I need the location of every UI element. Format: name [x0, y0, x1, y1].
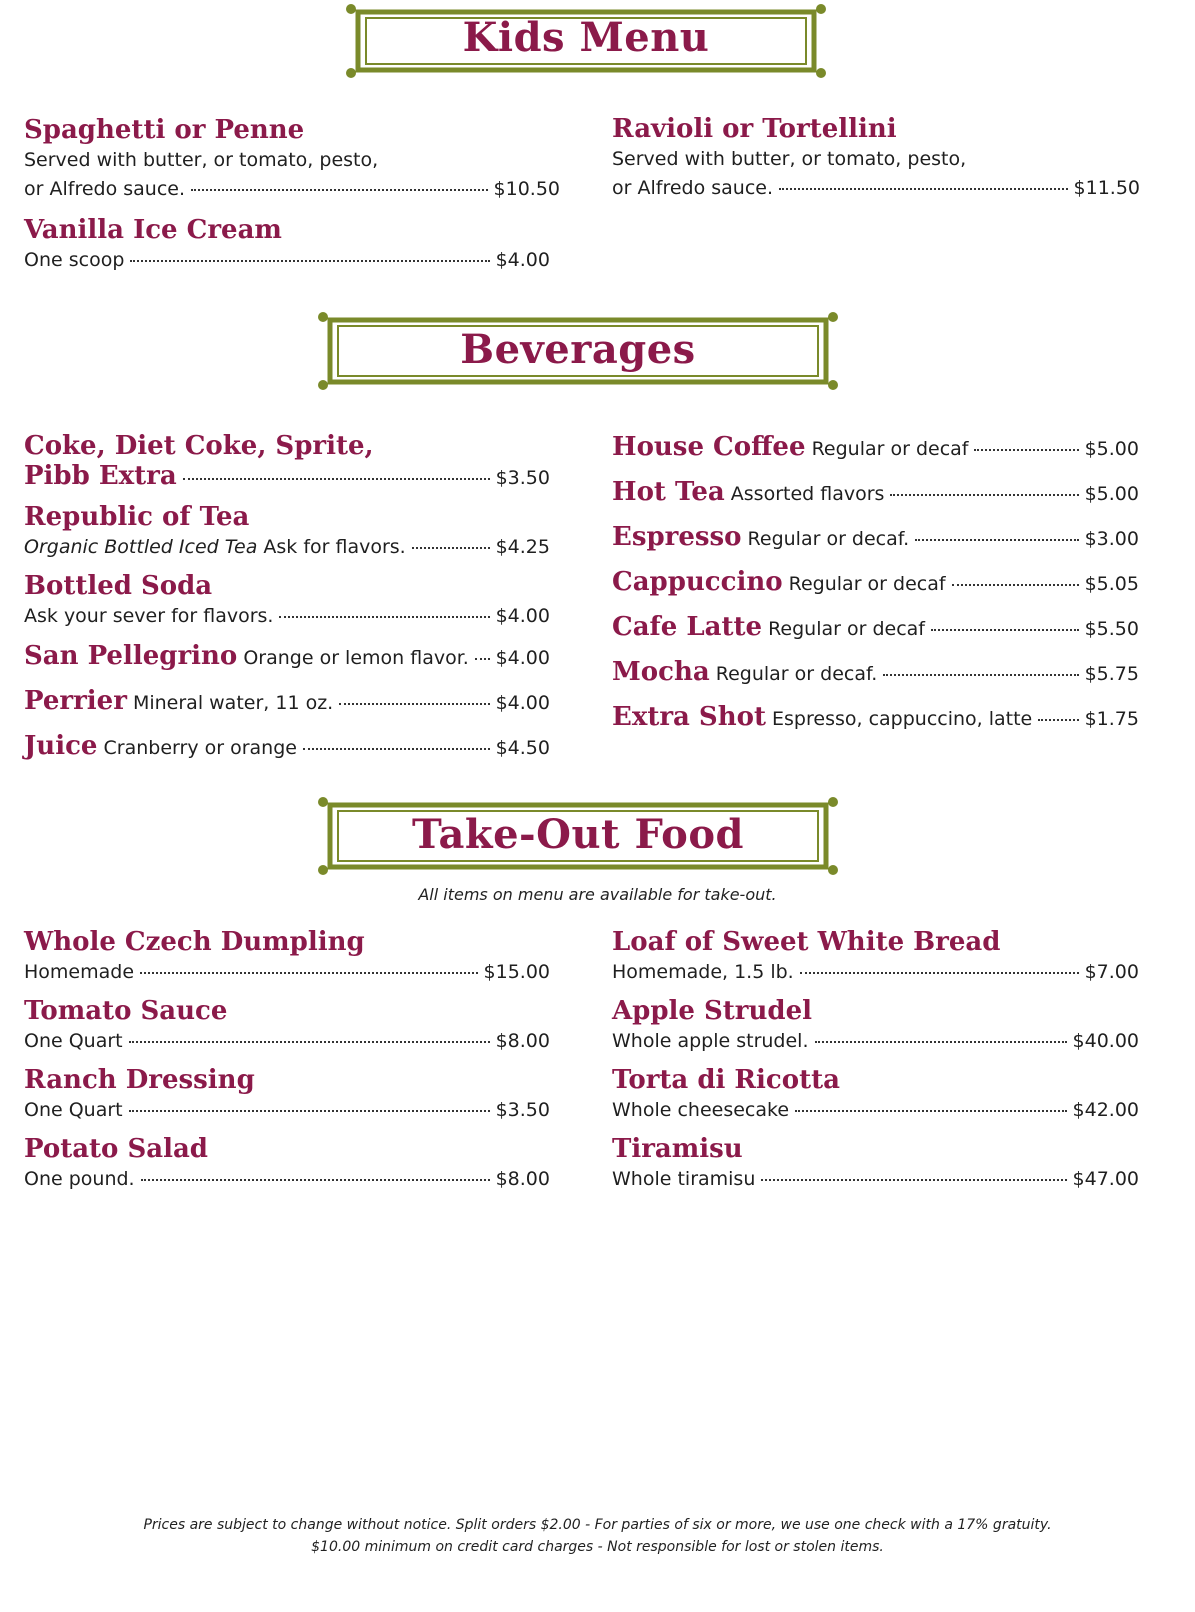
- beverages-left-column: [24, 430, 550, 765]
- item-price-row: [24, 1027, 550, 1056]
- item-label: [612, 475, 884, 511]
- item-name: Spaghetti or Penne: [24, 115, 305, 145]
- footer-notice: [0, 1514, 1195, 1558]
- item-description-italic: Organic Bottled Iced Tea: [24, 536, 258, 558]
- item-name: Republic of Tea: [24, 502, 250, 532]
- item-label: [612, 520, 909, 556]
- dot-leader: [800, 972, 1079, 974]
- item-price-row: [24, 958, 550, 987]
- item-description: One Quart: [24, 1030, 123, 1052]
- dot-leader: [795, 1110, 1066, 1112]
- item-name: Mocha: [612, 657, 710, 687]
- item-description: or Alfredo sauce.: [24, 178, 186, 200]
- item-price-row: [24, 684, 550, 720]
- item-description: Mineral water, 11 oz.: [132, 692, 334, 714]
- footer-line-2: $10.00 minimum on credit card charges - Not responsible for lost or stolen items.: [311, 1539, 884, 1555]
- item-description: Regular or decaf: [788, 573, 946, 595]
- item-name: Ravioli or Tortellini: [612, 114, 897, 144]
- item-description: Whole tiramisu: [612, 1168, 756, 1190]
- item-label: [24, 684, 333, 720]
- item-price: $3.50: [495, 1099, 550, 1121]
- item-name: San Pellegrino: [24, 641, 238, 671]
- dot-leader: [191, 189, 488, 191]
- item-price: $3.00: [1084, 528, 1139, 550]
- item-name: Whole Czech Dumpling: [24, 927, 365, 957]
- item-label: [612, 655, 877, 691]
- item-description: or Alfredo sauce.: [612, 177, 774, 199]
- beverages-title: Beverages: [460, 326, 696, 373]
- item-price: $5.00: [1084, 438, 1139, 460]
- dot-leader: [779, 188, 1068, 190]
- item-price: $15.00: [483, 961, 550, 983]
- beverages-right-column: [612, 430, 1139, 736]
- item-name: Apple Strudel: [612, 996, 812, 1026]
- dot-leader: [303, 748, 490, 750]
- item-name: Cappuccino: [612, 567, 783, 597]
- kids-menu-title: Kids Menu: [462, 14, 710, 61]
- dot-leader: [761, 1179, 1066, 1181]
- footer-line-1: Prices are subject to change without notice. Split orders $2.00 - For parties of six or more, we use one check with a 17% gratuity.: [143, 1517, 1052, 1533]
- kids-left-column: [24, 114, 567, 275]
- dot-leader: [129, 1110, 490, 1112]
- item-price-row: [24, 175, 560, 204]
- item-label: [24, 729, 297, 765]
- item-price: $10.50: [493, 178, 560, 200]
- item-name: Perrier: [24, 686, 127, 716]
- dot-leader: [883, 674, 1078, 676]
- menu-item: [612, 113, 1140, 203]
- takeout-banner: [316, 795, 840, 877]
- menu-item: [24, 684, 550, 720]
- item-price-row: [612, 1165, 1139, 1194]
- dot-leader: [140, 972, 478, 974]
- item-price: $4.25: [495, 536, 550, 558]
- item-price-row: [24, 246, 550, 275]
- item-description: Regular or decaf: [768, 618, 925, 640]
- item-name: Ranch Dressing: [24, 1065, 255, 1095]
- item-name: Torta di Ricotta: [612, 1065, 840, 1095]
- item-description: Whole apple strudel.: [612, 1030, 809, 1052]
- dot-leader: [339, 703, 489, 705]
- item-label: [612, 610, 925, 646]
- item-description: Cranberry or orange: [103, 737, 297, 759]
- dot-leader: [890, 494, 1078, 496]
- item-description: Regular or decaf.: [715, 663, 878, 685]
- item-name: Tiramisu: [612, 1134, 743, 1164]
- item-name: Bottled Soda: [24, 571, 213, 601]
- item-price: $11.50: [1073, 177, 1140, 199]
- item-price-row: [24, 1096, 550, 1125]
- item-name: Vanilla Ice Cream: [24, 215, 282, 245]
- item-price-row: [24, 533, 550, 562]
- item-price-row: [612, 174, 1140, 203]
- menu-item: [612, 700, 1139, 736]
- item-name: Potato Salad: [24, 1134, 208, 1164]
- item-price-row: [24, 729, 550, 765]
- dot-leader: [129, 1041, 490, 1043]
- menu-item: [24, 114, 567, 204]
- item-label: [612, 430, 968, 466]
- dot-leader: [279, 616, 489, 618]
- menu-item: [612, 565, 1139, 601]
- menu-item: [612, 610, 1139, 646]
- item-price-row: [24, 462, 550, 493]
- item-price: $4.00: [495, 647, 550, 669]
- menu-item: [612, 1064, 1139, 1125]
- menu-item: [24, 1064, 550, 1125]
- item-name: Hot Tea: [612, 477, 725, 507]
- item-description: [24, 533, 406, 562]
- item-price: $5.75: [1084, 663, 1139, 685]
- item-description: Served with butter, or tomato, pesto,: [612, 148, 967, 170]
- dot-leader: [130, 260, 489, 262]
- item-description: Homemade: [24, 961, 135, 983]
- item-name: Tomato Sauce: [24, 996, 228, 1026]
- item-price: $40.00: [1072, 1030, 1139, 1052]
- menu-item: [24, 926, 550, 987]
- takeout-note: All items on menu are available for take-out.: [418, 885, 777, 904]
- dot-leader: [915, 539, 1078, 541]
- takeout-right-column: [612, 926, 1139, 1194]
- menu-item: [24, 214, 567, 275]
- item-description: Orange or lemon flavor.: [243, 647, 469, 669]
- item-price: $8.00: [495, 1030, 550, 1052]
- item-description: One Quart: [24, 1099, 123, 1121]
- item-price: $4.00: [495, 605, 550, 627]
- item-price: $47.00: [1072, 1168, 1139, 1190]
- item-price: $4.00: [495, 249, 550, 271]
- takeout-left-column: [24, 926, 550, 1194]
- item-price: $4.00: [495, 692, 550, 714]
- item-name: Coke, Diet Coke, Sprite,: [24, 431, 374, 461]
- kids-right-column: [612, 113, 1140, 203]
- item-name: Pibb Extra: [24, 461, 177, 491]
- item-price: $5.00: [1084, 483, 1139, 505]
- dot-leader: [952, 584, 1079, 586]
- item-name: Loaf of Sweet White Bread: [612, 927, 1001, 957]
- menu-item: [24, 501, 550, 562]
- item-description: Whole cheesecake: [612, 1099, 790, 1121]
- dot-leader: [974, 449, 1078, 451]
- item-price-row: [612, 1027, 1139, 1056]
- item-price-row: [24, 639, 550, 675]
- item-price: $3.50: [495, 467, 550, 489]
- item-name: Extra Shot: [612, 702, 766, 732]
- item-price: $5.50: [1084, 618, 1139, 640]
- item-description: Served with butter, or tomato, pesto,: [24, 149, 379, 171]
- menu-item: [612, 655, 1139, 691]
- dot-leader: [412, 547, 490, 549]
- beverages-banner: [316, 310, 840, 392]
- dot-leader: [815, 1041, 1067, 1043]
- item-description: Espresso, cappuccino, latte: [772, 708, 1033, 730]
- menu-item: [24, 639, 550, 675]
- menu-item: [24, 430, 550, 493]
- dot-leader: [141, 1179, 490, 1181]
- item-price-row: [24, 1165, 550, 1194]
- item-name: Espresso: [612, 522, 742, 552]
- dot-leader: [183, 478, 490, 480]
- menu-item: [612, 995, 1139, 1056]
- menu-item: [612, 475, 1139, 511]
- menu-item: [612, 1133, 1139, 1194]
- item-description-rest: Ask for flavors.: [257, 536, 406, 558]
- menu-item: [24, 729, 550, 765]
- menu-item: [612, 926, 1139, 987]
- menu-item: [24, 570, 550, 631]
- menu-item: [612, 430, 1139, 466]
- item-name: Cafe Latte: [612, 612, 763, 642]
- item-price: $4.50: [495, 737, 550, 759]
- item-label: [24, 639, 469, 675]
- item-name: House Coffee: [612, 432, 806, 462]
- item-price-row: [24, 602, 550, 631]
- item-label: [612, 565, 946, 601]
- item-price: $8.00: [495, 1168, 550, 1190]
- kids-menu-banner: [344, 2, 828, 80]
- takeout-title: Take-Out Food: [412, 811, 744, 858]
- item-description: One scoop: [24, 249, 125, 271]
- menu-item: [24, 1133, 550, 1194]
- item-description: Regular or decaf.: [747, 528, 910, 550]
- item-price: $7.00: [1084, 961, 1139, 983]
- item-label: [612, 700, 1032, 736]
- menu-item: [24, 995, 550, 1056]
- item-name: Juice: [24, 731, 98, 761]
- item-price: $42.00: [1072, 1099, 1139, 1121]
- item-price-row: [612, 958, 1139, 987]
- item-description: One pound.: [24, 1168, 135, 1190]
- item-description: Assorted flavors: [730, 483, 885, 505]
- item-price-row: [612, 1096, 1139, 1125]
- item-description: Ask your sever for flavors.: [24, 605, 274, 627]
- item-price: $5.05: [1084, 573, 1139, 595]
- dot-leader: [931, 629, 1079, 631]
- item-price: $1.75: [1084, 708, 1139, 730]
- item-description: Homemade, 1.5 lb.: [612, 961, 794, 983]
- dot-leader: [1038, 719, 1078, 721]
- item-description: Regular or decaf: [811, 438, 969, 460]
- dot-leader: [475, 658, 490, 660]
- menu-item: [612, 520, 1139, 556]
